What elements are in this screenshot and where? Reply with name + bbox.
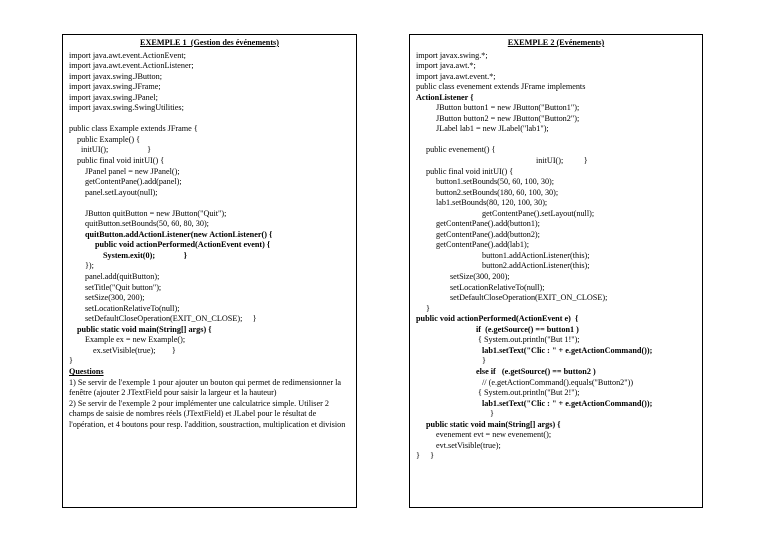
code-line <box>416 135 696 146</box>
code-line: getContentPane().add(button2); <box>436 229 540 239</box>
code-line: { System.out.println("But 1!"); <box>478 335 580 345</box>
example1-code <box>69 51 350 367</box>
example2-panel <box>409 34 703 508</box>
code-line: panel.add(quitButton); <box>85 272 160 282</box>
code-line: if (e.getSource() == button1 ) <box>476 324 579 334</box>
example1-panel <box>62 34 357 508</box>
code-line: JButton button1 = new JButton("Button1"); <box>436 103 580 113</box>
code-line: } <box>490 409 494 419</box>
code-line: import javax.swing.JButton; <box>69 71 163 81</box>
code-line: } <box>69 356 73 366</box>
code-line: }); <box>85 261 94 271</box>
code-line: panel.setLayout(null); <box>85 187 158 197</box>
code-line: lab1.setBounds(80, 120, 100, 30); <box>436 198 548 208</box>
code-line: public static void main(String[] args) { <box>77 324 212 334</box>
code-line <box>69 114 350 125</box>
code-line: getContentPane().add(panel); <box>85 177 182 187</box>
code-line: getContentPane().setLayout(null); <box>482 208 595 218</box>
code-line: import javax.swing.*; <box>416 50 488 60</box>
code-line: else if (e.getSource() == button2 ) <box>476 366 596 376</box>
code-line: import javax.swing.SwingUtilities; <box>69 103 184 113</box>
code-line: evenement evt = new evenement(); <box>436 430 552 440</box>
code-line: // (e.getActionCommand().equals("Button2")) <box>482 377 634 387</box>
code-line: ActionListener { <box>416 92 474 102</box>
code-line: public final void initUI() { <box>77 156 165 166</box>
code-line <box>69 198 350 209</box>
questions-heading: Questions <box>69 366 104 376</box>
code-line: setSize(300, 200); <box>450 272 510 282</box>
code-line: setLocationRelativeTo(null); <box>450 282 545 292</box>
code-line: setDefaultCloseOperation(EXIT_ON_CLOSE); <box>450 293 608 303</box>
code-line: import java.awt.event.*; <box>416 71 496 81</box>
code-line: setSize(300, 200); <box>85 293 145 303</box>
code-line: } <box>482 356 486 366</box>
code-line: lab1.setText("Clic : " + e.getActionCommand()); <box>482 345 653 355</box>
question-1: 1) Se servir de l'exemple 1 pour ajouter un bouton qui permet de redimensionner la fenêtre (ajouter 2 JTextField pour saisir la largeur et la hauteur) <box>69 377 342 398</box>
code-line: initUI(); } <box>536 156 588 166</box>
example2-code <box>416 51 696 462</box>
code-line: button2.setBounds(180, 60, 100, 30); <box>436 187 559 197</box>
example1-title: EXEMPLE 1 (Gestion des événements) <box>140 38 279 47</box>
code-line: JPanel panel = new JPanel(); <box>85 166 180 176</box>
code-line: public void actionPerformed(ActionEvent event) { <box>95 240 271 250</box>
code-line: System.exit(0); } <box>103 250 187 260</box>
code-line: evt.setVisible(true); <box>436 440 501 450</box>
code-line: import java.awt.*; <box>416 61 476 71</box>
code-line: quitButton.addActionListener(new ActionListener() { <box>85 229 273 239</box>
code-line: import java.awt.event.ActionEvent; <box>69 50 186 60</box>
code-line: public class Example extends JFrame { <box>69 124 198 134</box>
code-line: button2.addActionListener(this); <box>482 261 590 271</box>
code-line: import javax.swing.JPanel; <box>69 92 158 102</box>
code-line: public evenement() { <box>426 145 496 155</box>
code-line: lab1.setText("Clic : " + e.getActionCommand()); <box>482 398 653 408</box>
code-line: public static void main(String[] args) { <box>426 419 561 429</box>
code-line: setDefaultCloseOperation(EXIT_ON_CLOSE); } <box>85 314 257 324</box>
code-line: Example ex = new Example(); <box>85 335 186 345</box>
code-line: initUI(); } <box>81 145 152 155</box>
code-line: public Example() { <box>77 134 141 144</box>
code-line: button1.setBounds(50, 60, 100, 30); <box>436 177 555 187</box>
code-line: } <box>426 303 430 313</box>
code-line: getContentPane().add(lab1); <box>436 240 529 250</box>
code-line: setLocationRelativeTo(null); <box>85 303 180 313</box>
example2-title: EXEMPLE 2 (Evénements) <box>507 38 605 47</box>
code-line: getContentPane().add(button1); <box>436 219 540 229</box>
code-line: { System.out.println("But 2!"); <box>478 388 580 398</box>
code-line: quitButton.setBounds(50, 60, 80, 30); <box>85 219 209 229</box>
code-line: setTitle("Quit button"); <box>85 282 162 292</box>
code-line: public void actionPerformed(ActionEvent e) { <box>416 314 579 324</box>
code-line: public class evenement extends JFrame implements <box>416 82 586 92</box>
code-line: public final void initUI() { <box>426 166 514 176</box>
question-2: 2) Se servir de l'exemple 2 pour implémenter une calculatrice simple. Utiliser 2 champs de saisie de nombres réels (JTextField) et JLabel pour le résultat de l'opération, et 4 boutons pour resp. l'addition, soustraction, multiplication et division <box>69 398 346 429</box>
code-line: JLabel lab1 = new JLabel("lab1"); <box>436 124 549 134</box>
code-line: JButton quitButton = new JButton("Quit"); <box>85 208 227 218</box>
code-line: } } <box>416 451 435 461</box>
code-line: import java.awt.event.ActionListener; <box>69 61 194 71</box>
code-line: ex.setVisible(true); } <box>93 345 176 355</box>
code-line: import javax.swing.JFrame; <box>69 82 161 92</box>
code-line: JButton button2 = new JButton("Button2"); <box>436 113 580 123</box>
code-line: button1.addActionListener(this); <box>482 250 590 260</box>
